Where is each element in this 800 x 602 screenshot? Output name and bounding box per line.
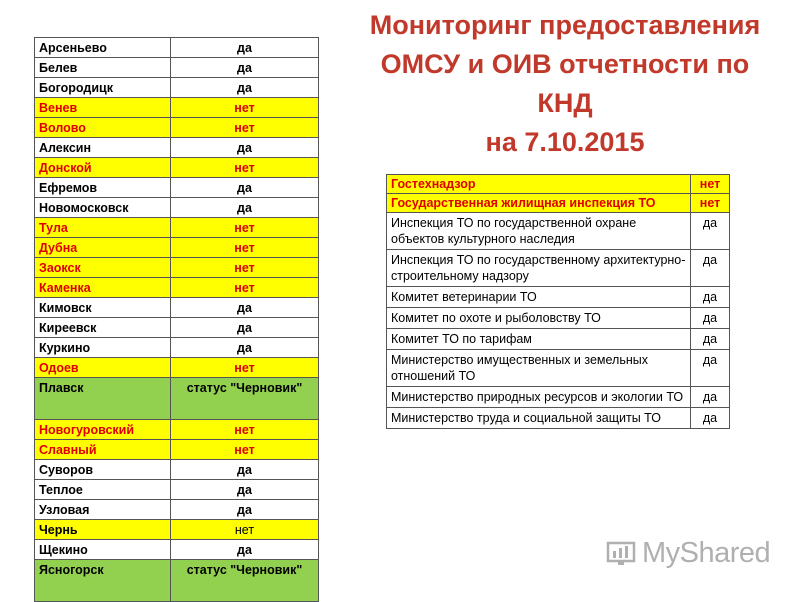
- agency-row-value: да: [691, 387, 730, 408]
- municipality-row-value: да: [171, 298, 319, 318]
- agency-row-value: да: [691, 329, 730, 350]
- municipality-row: [35, 540, 319, 560]
- municipality-row: [35, 420, 319, 440]
- municipality-row-value: да: [171, 58, 319, 78]
- agency-row-name: Министерство природных ресурсов и экологии ТО: [387, 387, 691, 408]
- agency-row-value: да: [691, 408, 730, 429]
- municipality-row: [35, 178, 319, 198]
- municipality-row-name: Новомосковск: [35, 198, 171, 218]
- municipality-row: [35, 258, 319, 278]
- municipality-row: [35, 298, 319, 318]
- title-line-1: Мониторинг предоставления: [369, 10, 761, 40]
- agency-row-value: нет: [691, 175, 730, 194]
- municipality-row-value: да: [171, 198, 319, 218]
- agency-row: [387, 175, 730, 194]
- municipality-row-name: Венев: [35, 98, 171, 118]
- agency-row-name: Комитет ветеринарии ТО: [387, 287, 691, 308]
- agency-row: [387, 329, 730, 350]
- page-title: [350, 6, 780, 162]
- municipality-row-value: нет: [171, 218, 319, 238]
- agency-row-value: нет: [691, 194, 730, 213]
- agency-row: [387, 250, 730, 287]
- municipality-row-value: да: [171, 540, 319, 560]
- title-line-4: на 7.10.2015: [485, 127, 645, 157]
- municipality-row-name: Одоев: [35, 358, 171, 378]
- municipality-row-value: да: [171, 338, 319, 358]
- municipality-row: [35, 460, 319, 480]
- myshared-logo-icon: [606, 539, 636, 567]
- myshared-text: MyShared: [642, 537, 771, 569]
- municipality-row-name: Белев: [35, 58, 171, 78]
- municipality-row-name: Чернь: [35, 520, 171, 540]
- municipality-row: [35, 118, 319, 138]
- municipality-row-name: Тула: [35, 218, 171, 238]
- municipality-row: [35, 520, 319, 540]
- agency-row: [387, 350, 730, 387]
- municipality-row-name: Арсеньево: [35, 38, 171, 58]
- municipality-row-value: нет: [171, 118, 319, 138]
- agency-row: [387, 194, 730, 213]
- agency-row: [387, 408, 730, 429]
- agency-row-name: Министерство труда и социальной защиты ТО: [387, 408, 691, 429]
- municipality-row: [35, 138, 319, 158]
- municipality-row-value: нет: [171, 258, 319, 278]
- municipality-row: [35, 238, 319, 258]
- municipality-row-value: нет: [171, 158, 319, 178]
- municipality-row: [35, 338, 319, 358]
- agency-row-name: Гостехнадзор: [387, 175, 691, 194]
- municipality-row-value: статус "Черновик": [171, 560, 319, 602]
- agency-row-value: да: [691, 308, 730, 329]
- agency-row-value: да: [691, 350, 730, 387]
- municipality-row-name: Ясногорск: [35, 560, 171, 602]
- municipality-row: [35, 218, 319, 238]
- municipality-row-name: Алексин: [35, 138, 171, 158]
- municipality-row-name: Плавск: [35, 378, 171, 420]
- agency-row-name: Комитет по охоте и рыболовству ТО: [387, 308, 691, 329]
- municipality-row-value: нет: [171, 440, 319, 460]
- municipality-row-name: Славный: [35, 440, 171, 460]
- agency-row-name: Инспекция ТО по государственной охране объектов культурного наследия: [387, 213, 691, 250]
- agency-row-name: Государственная жилищная инспекция ТО: [387, 194, 691, 213]
- municipality-row-name: Дубна: [35, 238, 171, 258]
- municipality-row-value: нет: [171, 278, 319, 298]
- municipality-row: [35, 78, 319, 98]
- municipality-row: [35, 58, 319, 78]
- municipality-row-value: нет: [171, 520, 319, 540]
- municipality-row-name: Каменка: [35, 278, 171, 298]
- municipality-row-name: Киреевск: [35, 318, 171, 338]
- municipality-row-name: Богородицк: [35, 78, 171, 98]
- municipality-row-name: Заокск: [35, 258, 171, 278]
- myshared-watermark: [606, 537, 776, 573]
- municipality-row-value: да: [171, 460, 319, 480]
- agency-row: [387, 308, 730, 329]
- agency-row-value: да: [691, 213, 730, 250]
- title-line-2: ОМСУ и ОИВ отчетности по: [380, 49, 750, 79]
- agency-row-name: Комитет ТО по тарифам: [387, 329, 691, 350]
- municipality-row-name: Донской: [35, 158, 171, 178]
- municipality-row: [35, 158, 319, 178]
- municipality-row-value: статус "Черновик": [171, 378, 319, 420]
- municipality-row: [35, 378, 319, 420]
- municipality-row: [35, 480, 319, 500]
- municipality-row-value: да: [171, 500, 319, 520]
- municipality-row-name: Теплое: [35, 480, 171, 500]
- agency-row: [387, 213, 730, 250]
- municipality-row-value: да: [171, 480, 319, 500]
- agency-row-name: Министерство имущественных и земельных отношений ТО: [387, 350, 691, 387]
- municipality-row-value: нет: [171, 358, 319, 378]
- agency-row-value: да: [691, 287, 730, 308]
- municipality-row: [35, 198, 319, 218]
- municipality-row-name: Куркино: [35, 338, 171, 358]
- municipality-row: [35, 38, 319, 58]
- agency-row-name: Инспекция ТО по государственному архитектурно-строительному надзору: [387, 250, 691, 287]
- title-line-3: КНД: [537, 88, 593, 118]
- municipality-row-value: нет: [171, 238, 319, 258]
- municipality-row: [35, 440, 319, 460]
- municipality-row-value: нет: [171, 98, 319, 118]
- municipality-row-name: Суворов: [35, 460, 171, 480]
- municipality-row-value: да: [171, 38, 319, 58]
- municipality-row-name: Узловая: [35, 500, 171, 520]
- municipality-row: [35, 358, 319, 378]
- agencies-table: [386, 174, 730, 429]
- municipality-row-value: да: [171, 138, 319, 158]
- agency-row-value: да: [691, 250, 730, 287]
- municipality-row-value: да: [171, 178, 319, 198]
- municipality-row: [35, 560, 319, 602]
- municipality-row-name: Новогуровский: [35, 420, 171, 440]
- municipality-row: [35, 98, 319, 118]
- municipality-row-name: Волово: [35, 118, 171, 138]
- municipalities-table: [34, 37, 319, 602]
- agency-row: [387, 387, 730, 408]
- agency-row: [387, 287, 730, 308]
- municipality-row-value: да: [171, 318, 319, 338]
- municipality-row-name: Ефремов: [35, 178, 171, 198]
- municipality-row-name: Кимовск: [35, 298, 171, 318]
- municipality-row-name: Щекино: [35, 540, 171, 560]
- municipality-row-value: нет: [171, 420, 319, 440]
- municipality-row-value: да: [171, 78, 319, 98]
- municipality-row: [35, 278, 319, 298]
- municipality-row: [35, 500, 319, 520]
- municipality-row: [35, 318, 319, 338]
